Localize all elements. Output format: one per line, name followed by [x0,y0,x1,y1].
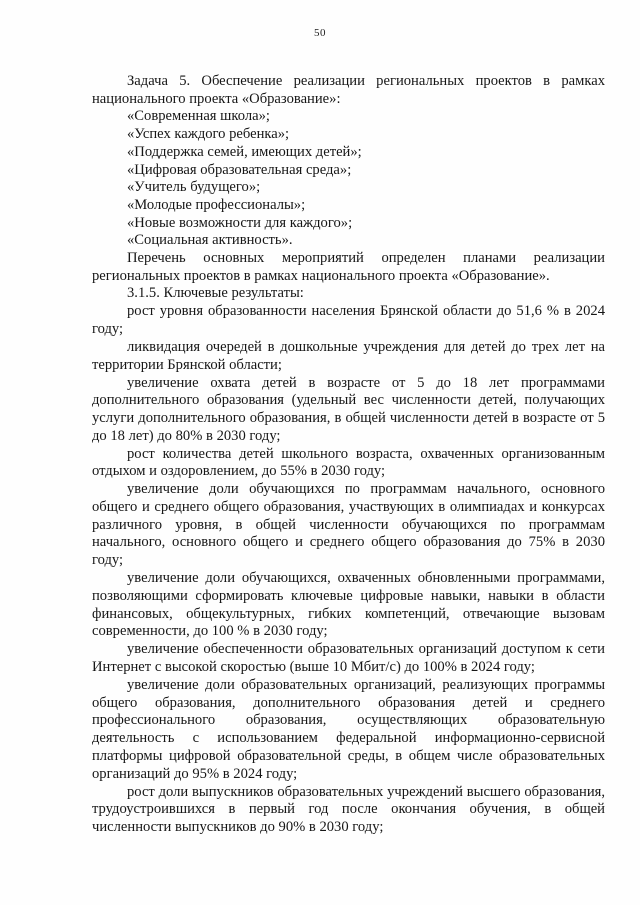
task-intro-paragraph: Задача 5. Обеспечение реализации региональных проектов в рамках национального проекта «Образование»: [92,73,605,107]
result-item: увеличение обеспеченности образовательных организаций доступом к сети Интернет с высокой скоростью (выше 10 Мбит/с) до 100% в 2024 году; [92,641,605,675]
plans-paragraph: Перечень основных мероприятий определен планами реализации региональных проектов в рамках национального проекта «Образование». [92,250,605,284]
document-body [92,73,605,837]
result-item: ликвидация очередей в дошкольные учреждения для детей до трех лет на территории Брянской области; [92,338,605,373]
result-item: увеличение доли обучающихся по программам начального, основного общего и среднего общего образования, участвующих в олимпиадах и конкурсах различного уровня, в общей численности обучающихся по программам начального, основного общего и среднего общего образования до 75% в 2030 году; [92,481,605,569]
project-item: «Поддержка семей, имеющих детей»; [127,143,362,160]
result-item: увеличение охвата детей в возрасте от 5 до 18 лет программами дополнительного образования (удельный вес численности детей, получающих услуги дополнительного образования, в общей численности детей в возрасте от 5 до 18 лет) до 80% в 2030 году; [92,374,605,444]
results-heading: 3.1.5. Ключевые результаты: [127,285,304,302]
result-item: увеличение доли обучающихся, охваченных обновленными программами, позволяющими сформировать ключевые цифровые навыки, навыки в области финансовых, общекультурных, гибких компетенций, отвечающие вызовам современности, до 100 % в 2030 году; [92,570,605,640]
project-item: «Цифровая образовательная среда»; [127,161,352,178]
result-item: увеличение доли образовательных организаций, реализующих программы общего образования, дополнительного образования детей и среднего профессионального образования, осуществляющих образовательную деятельность с использованием федеральной информационно-сервисной платформы цифровой образовательной среды, в общем числе образовательных организаций до 95% в 2024 году; [92,676,605,782]
regional-projects-list [92,108,605,250]
project-item: «Учитель будущего»; [127,179,261,196]
project-item: «Современная школа»; [127,108,270,125]
result-item: рост количества детей школьного возраста, охваченных организованным отдыхом и оздоровлением, до 55% в 2030 году; [92,445,605,480]
result-item: рост доли выпускников образовательных учреждений высшего образования, трудоустроившихся в первый год после окончания обучения, в общей численности выпускников до 90% в 2030 году; [92,783,605,835]
page-number: 50 [314,27,326,39]
project-item: «Социальная активность». [127,232,293,249]
project-item: «Молодые профессионалы»; [127,196,306,213]
project-item: «Успех каждого ребенка»; [127,126,290,143]
result-item: рост уровня образованности населения Брянской области до 51,6 % в 2024 году; [92,303,605,337]
project-item: «Новые возможности для каждого»; [127,214,353,231]
